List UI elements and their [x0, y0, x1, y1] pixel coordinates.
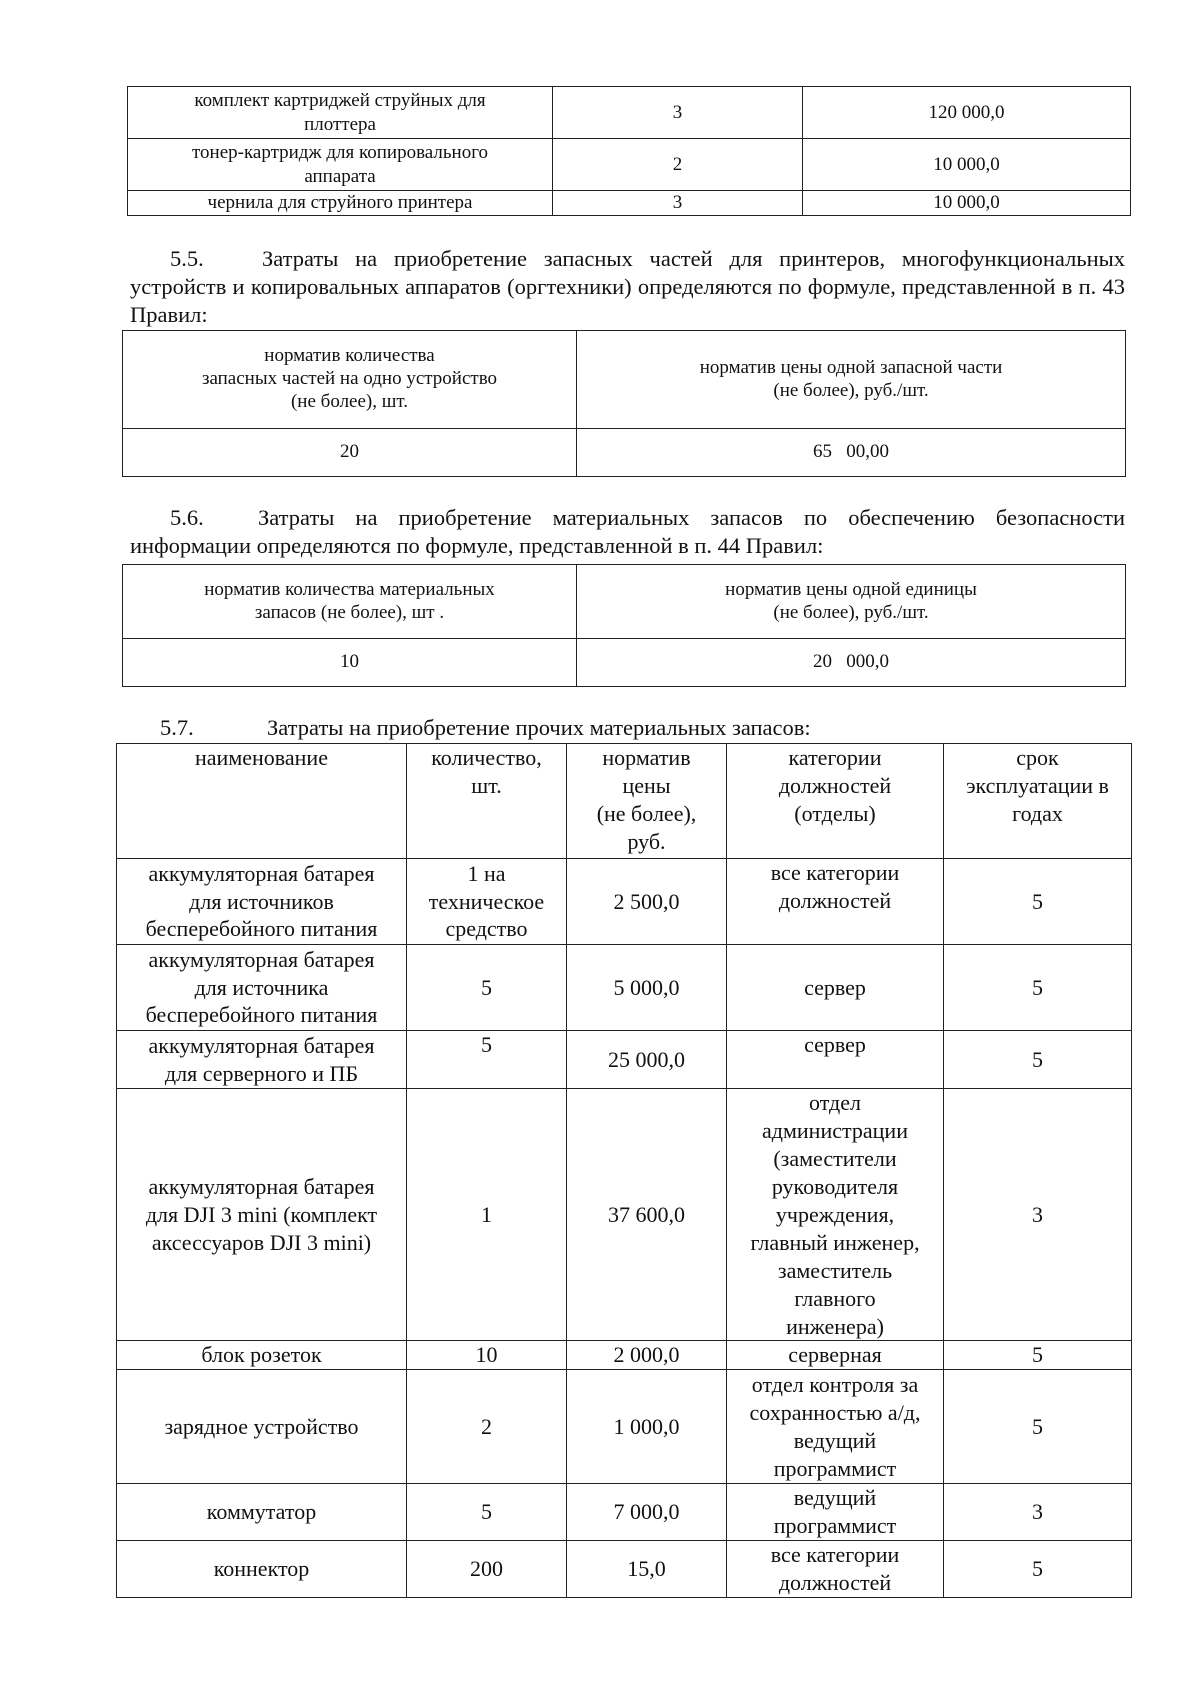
other-materials-table [116, 743, 1132, 1598]
item-name: коннектор [117, 1541, 407, 1598]
item-category: отдел администрации (заместители руководителя учреждения, главный инженер, заместитель главного инженера) [727, 1089, 944, 1341]
item-name: аккумуляторная батарея для источников бесперебойного питания [117, 859, 407, 945]
item-price: 5 000,0 [567, 945, 727, 1031]
item-term: 5 [944, 1370, 1132, 1484]
table-row [117, 1341, 1132, 1370]
item-qty: 5 [407, 945, 567, 1031]
table-header-row [123, 565, 1126, 639]
item-qty: 2 [553, 139, 803, 191]
table-row [128, 87, 1131, 139]
item-category: ведущий программист [727, 1484, 944, 1541]
price-value: 65 00,00 [577, 429, 1126, 477]
table-row [123, 639, 1126, 687]
section-number: 5.7. [160, 715, 194, 740]
table-row [117, 859, 1132, 945]
item-price: 7 000,0 [567, 1484, 727, 1541]
qty-value: 20 [123, 429, 577, 477]
item-term: 5 [944, 1341, 1132, 1370]
header-category: категории должностей (отделы) [727, 744, 944, 859]
item-qty: 10 [407, 1341, 567, 1370]
section-5-7-heading [160, 714, 811, 742]
item-name: аккумуляторная батарея для DJI 3 mini (комплект аксессуаров DJI 3 mini) [117, 1089, 407, 1341]
item-price: 10 000,0 [803, 191, 1131, 216]
item-name: блок розеток [117, 1341, 407, 1370]
item-term: 5 [944, 1031, 1132, 1089]
item-price: 2 500,0 [567, 859, 727, 945]
spare-parts-table [122, 330, 1126, 477]
item-name: чернила для струйного принтера [128, 191, 553, 216]
item-price: 37 600,0 [567, 1089, 727, 1341]
item-qty: 3 [553, 87, 803, 139]
item-price: 15,0 [567, 1541, 727, 1598]
price-value: 20 000,0 [577, 639, 1126, 687]
security-materials-table [122, 564, 1126, 687]
table-header-row [117, 744, 1132, 859]
table-row [128, 191, 1131, 216]
cartridges-table [127, 86, 1131, 216]
item-qty: 3 [553, 191, 803, 216]
item-price: 1 000,0 [567, 1370, 727, 1484]
table-row [123, 429, 1126, 477]
item-category: все категории должностей [727, 1541, 944, 1598]
item-name: тонер-картридж для копировального аппарата [128, 139, 553, 191]
header-price-norm: норматив цены одной единицы (не более), руб./шт. [577, 565, 1126, 639]
table-row [117, 1370, 1132, 1484]
item-name: аккумуляторная батарея для источника бесперебойного питания [117, 945, 407, 1031]
table-row [117, 1484, 1132, 1541]
section-text: Затраты на приобретение материальных запасов по обеспечению безопасности информации определяются по формуле, представленной в п. 44 Правил: [130, 505, 1125, 558]
item-qty: 5 [407, 1031, 567, 1089]
item-category: отдел контроля за сохранностью а/д, ведущий программист [727, 1370, 944, 1484]
header-qty: количество, шт. [407, 744, 567, 859]
item-category: серверная [727, 1341, 944, 1370]
item-price: 2 000,0 [567, 1341, 727, 1370]
section-number: 5.6. [170, 505, 204, 530]
item-name: аккумуляторная батарея для серверного и ПБ [117, 1031, 407, 1089]
header-term: срок эксплуатации в годах [944, 744, 1132, 859]
header-price-norm: норматив цены одной запасной части (не более), руб./шт. [577, 331, 1126, 429]
table-row [117, 945, 1132, 1031]
item-qty: 1 [407, 1089, 567, 1341]
item-qty: 200 [407, 1541, 567, 1598]
item-price: 25 000,0 [567, 1031, 727, 1089]
item-price: 120 000,0 [803, 87, 1131, 139]
table-row [117, 1089, 1132, 1341]
table-row [128, 139, 1131, 191]
header-qty-norm: норматив количества материальных запасов (не более), шт . [123, 565, 577, 639]
item-qty: 5 [407, 1484, 567, 1541]
item-term: 5 [944, 945, 1132, 1031]
item-category: сервер [727, 945, 944, 1031]
item-term: 5 [944, 1541, 1132, 1598]
header-price: норматив цены (не более), руб. [567, 744, 727, 859]
section-number: 5.5. [170, 246, 204, 271]
header-qty-norm: норматив количества запасных частей на одно устройство (не более), шт. [123, 331, 577, 429]
item-term: 3 [944, 1089, 1132, 1341]
item-qty: 1 на техническое средство [407, 859, 567, 945]
item-name: коммутатор [117, 1484, 407, 1541]
item-category: сервер [727, 1031, 944, 1089]
header-name: наименование [117, 744, 407, 859]
table-row [117, 1031, 1132, 1089]
item-price: 10 000,0 [803, 139, 1131, 191]
section-5-5-paragraph [130, 245, 1125, 329]
qty-value: 10 [123, 639, 577, 687]
table-row [117, 1541, 1132, 1598]
section-text: Затраты на приобретение запасных частей для принтеров, многофункциональных устройств и копировальных аппаратов (оргтехники) определяются по формуле, представленной в п. 43 Правил: [130, 246, 1125, 327]
item-term: 5 [944, 859, 1132, 945]
table-header-row [123, 331, 1126, 429]
section-text: Затраты на приобретение прочих материальных запасов: [267, 715, 811, 740]
item-term: 3 [944, 1484, 1132, 1541]
item-name: зарядное устройство [117, 1370, 407, 1484]
item-name: комплект картриджей струйных для плоттера [128, 87, 553, 139]
section-5-6-paragraph [130, 504, 1125, 560]
item-category: все категории должностей [727, 859, 944, 945]
item-qty: 2 [407, 1370, 567, 1484]
